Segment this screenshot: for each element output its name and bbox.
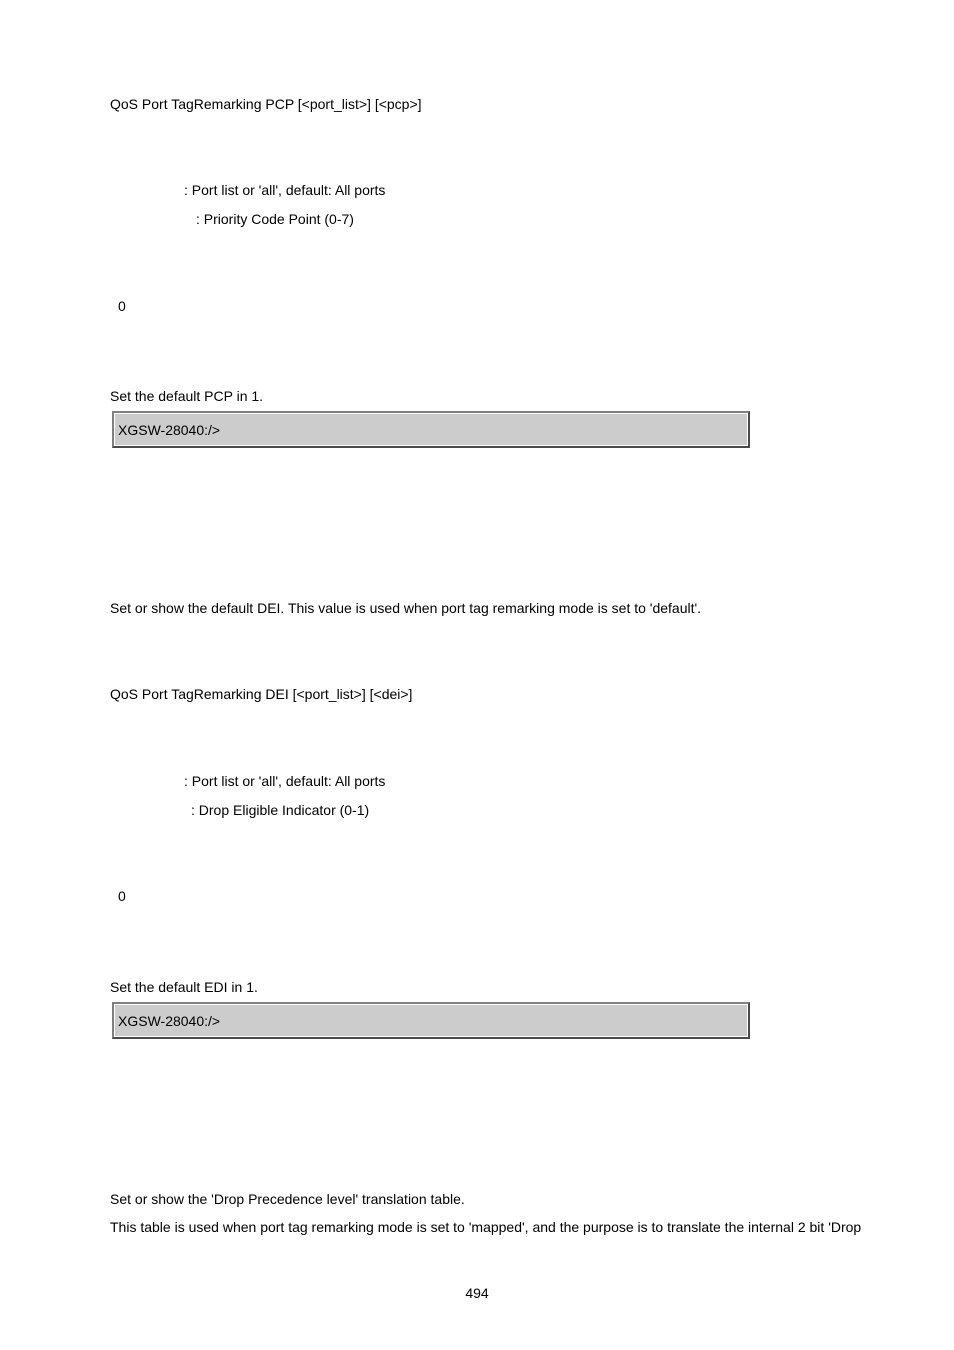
dei-example-text: Set the default EDI in 1. [110,979,258,995]
dei-command-prompt: XGSW-28040:/> [118,1013,221,1029]
dei-param-dei: : Drop Eligible Indicator (0-1) [191,802,370,818]
page-number: 494 [465,1285,489,1301]
dei-command-box [112,1002,750,1039]
dpl-description-line1: Set or show the 'Drop Precedence level' translation table. [110,1191,465,1207]
pcp-param-pcp: : Priority Code Point (0-7) [196,211,354,227]
dei-syntax: QoS Port TagRemarking DEI [<port_list>] [<dei>] [110,686,413,702]
pcp-command-prompt: XGSW-28040:/> [118,422,221,438]
dei-description: Set or show the default DEI. This value is used when port tag remarking mode is set to 'default'. [110,600,702,616]
dei-param-port-list: : Port list or 'all', default: All ports [184,773,386,789]
dpl-description-line2: This table is used when port tag remarking mode is set to 'mapped', and the purpose is to translate the internal 2 bit 'Drop [110,1219,862,1235]
pcp-param-port-list: : Port list or 'all', default: All ports [184,182,386,198]
pcp-syntax: QoS Port TagRemarking PCP [<port_list>] [<pcp>] [110,96,422,112]
pcp-default-value: 0 [118,298,126,314]
pcp-example-text: Set the default PCP in 1. [110,388,264,404]
pcp-command-box [112,411,750,448]
dei-default-value: 0 [118,888,126,904]
